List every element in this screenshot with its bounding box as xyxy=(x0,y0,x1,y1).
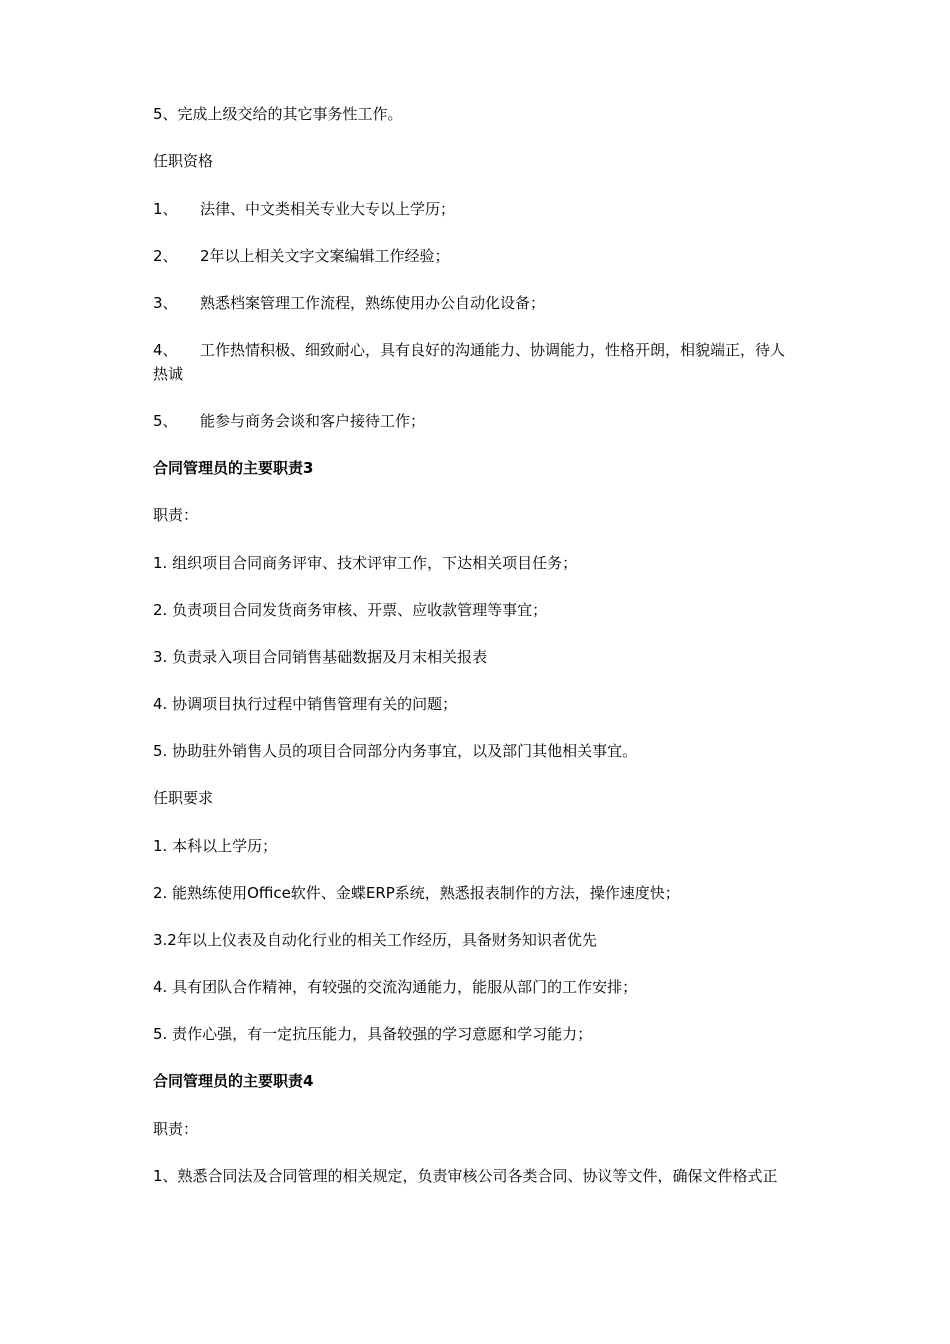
list-item-text: 1. 本科以上学历； xyxy=(153,837,278,855)
heading xyxy=(153,457,868,480)
list-item-text: 熟悉档案管理工作流程，熟练使用办公自动化设备； xyxy=(200,294,546,312)
list-item-text: 1. 组织项目合同商务评审、技术评审工作，下达相关项目任务； xyxy=(153,554,578,572)
list-item-continuation xyxy=(153,363,868,386)
section-heading xyxy=(153,1118,868,1141)
list-item-text: 能参与商务会谈和客户接待工作； xyxy=(200,412,426,430)
list-number: 5、 xyxy=(153,412,178,430)
list-item-text: 工作热情积极、细致耐心，具有良好的沟通能力、协调能力，性格开朗，相貌端正，待人 xyxy=(200,341,786,359)
list-item xyxy=(153,882,868,905)
paragraph-text: 5、完成上级交给的其它事务性工作。 xyxy=(153,105,403,123)
paragraph xyxy=(153,103,868,126)
section-heading-text: 任职要求 xyxy=(153,789,214,807)
list-item xyxy=(153,1165,868,1188)
list-number: 1、 xyxy=(153,200,178,218)
list-item xyxy=(153,599,868,622)
list-item-text: 5. 协助驻外销售人员的项目合同部分内务事宜，以及部门其他相关事宜。 xyxy=(153,742,638,760)
list-item xyxy=(153,292,868,315)
list-item xyxy=(153,198,868,221)
section-heading-text: 职责： xyxy=(153,506,199,524)
list-item xyxy=(153,835,868,858)
list-item xyxy=(153,339,868,362)
list-item xyxy=(153,1023,868,1046)
list-item xyxy=(153,646,868,669)
list-item xyxy=(153,552,868,575)
section-heading xyxy=(153,787,868,810)
list-item xyxy=(153,929,868,952)
list-item-text: 4. 协调项目执行过程中销售管理有关的问题； xyxy=(153,695,458,713)
list-item xyxy=(153,245,868,268)
list-item-text: 3. 负责录入项目合同销售基础数据及月末相关报表 xyxy=(153,648,488,666)
list-item-text: 5. 责作心强，有一定抗压能力，具备较强的学习意愿和学习能力； xyxy=(153,1025,593,1043)
section-heading-text: 任职资格 xyxy=(153,152,214,170)
list-number: 3、 xyxy=(153,294,178,312)
section-heading xyxy=(153,150,868,173)
list-item xyxy=(153,740,868,763)
list-item-text: 3.2年以上仪表及自动化行业的相关工作经历，具备财务知识者优先 xyxy=(153,931,597,949)
list-item-text: 2年以上相关文字文案编辑工作经验； xyxy=(200,247,450,265)
section-heading-text: 职责： xyxy=(153,1120,199,1138)
list-item-text: 2. 负责项目合同发货商务审核、开票、应收款管理等事宜； xyxy=(153,601,548,619)
list-item xyxy=(153,976,868,999)
list-number: 4、 xyxy=(153,341,178,359)
list-item xyxy=(153,693,868,716)
heading-text: 合同管理员的主要职责3 xyxy=(153,459,314,477)
list-item xyxy=(153,410,868,433)
list-item-text: 法律、中文类相关专业大专以上学历； xyxy=(200,200,456,218)
list-item-text: 热诚 xyxy=(153,365,184,383)
section-heading xyxy=(153,504,868,527)
heading xyxy=(153,1070,868,1093)
heading-text: 合同管理员的主要职责4 xyxy=(153,1072,314,1090)
list-item-text: 4. 具有团队合作精神，有较强的交流沟通能力，能服从部门的工作安排； xyxy=(153,978,638,996)
list-item-text: 1、熟悉合同法及合同管理的相关规定，负责审核公司各类合同、协议等文件，确保文件格式正 xyxy=(153,1167,778,1185)
list-number: 2、 xyxy=(153,247,178,265)
list-item-text: 2. 能熟练使用Office软件、金蝶ERP系统，熟悉报表制作的方法，操作速度快； xyxy=(153,884,680,902)
